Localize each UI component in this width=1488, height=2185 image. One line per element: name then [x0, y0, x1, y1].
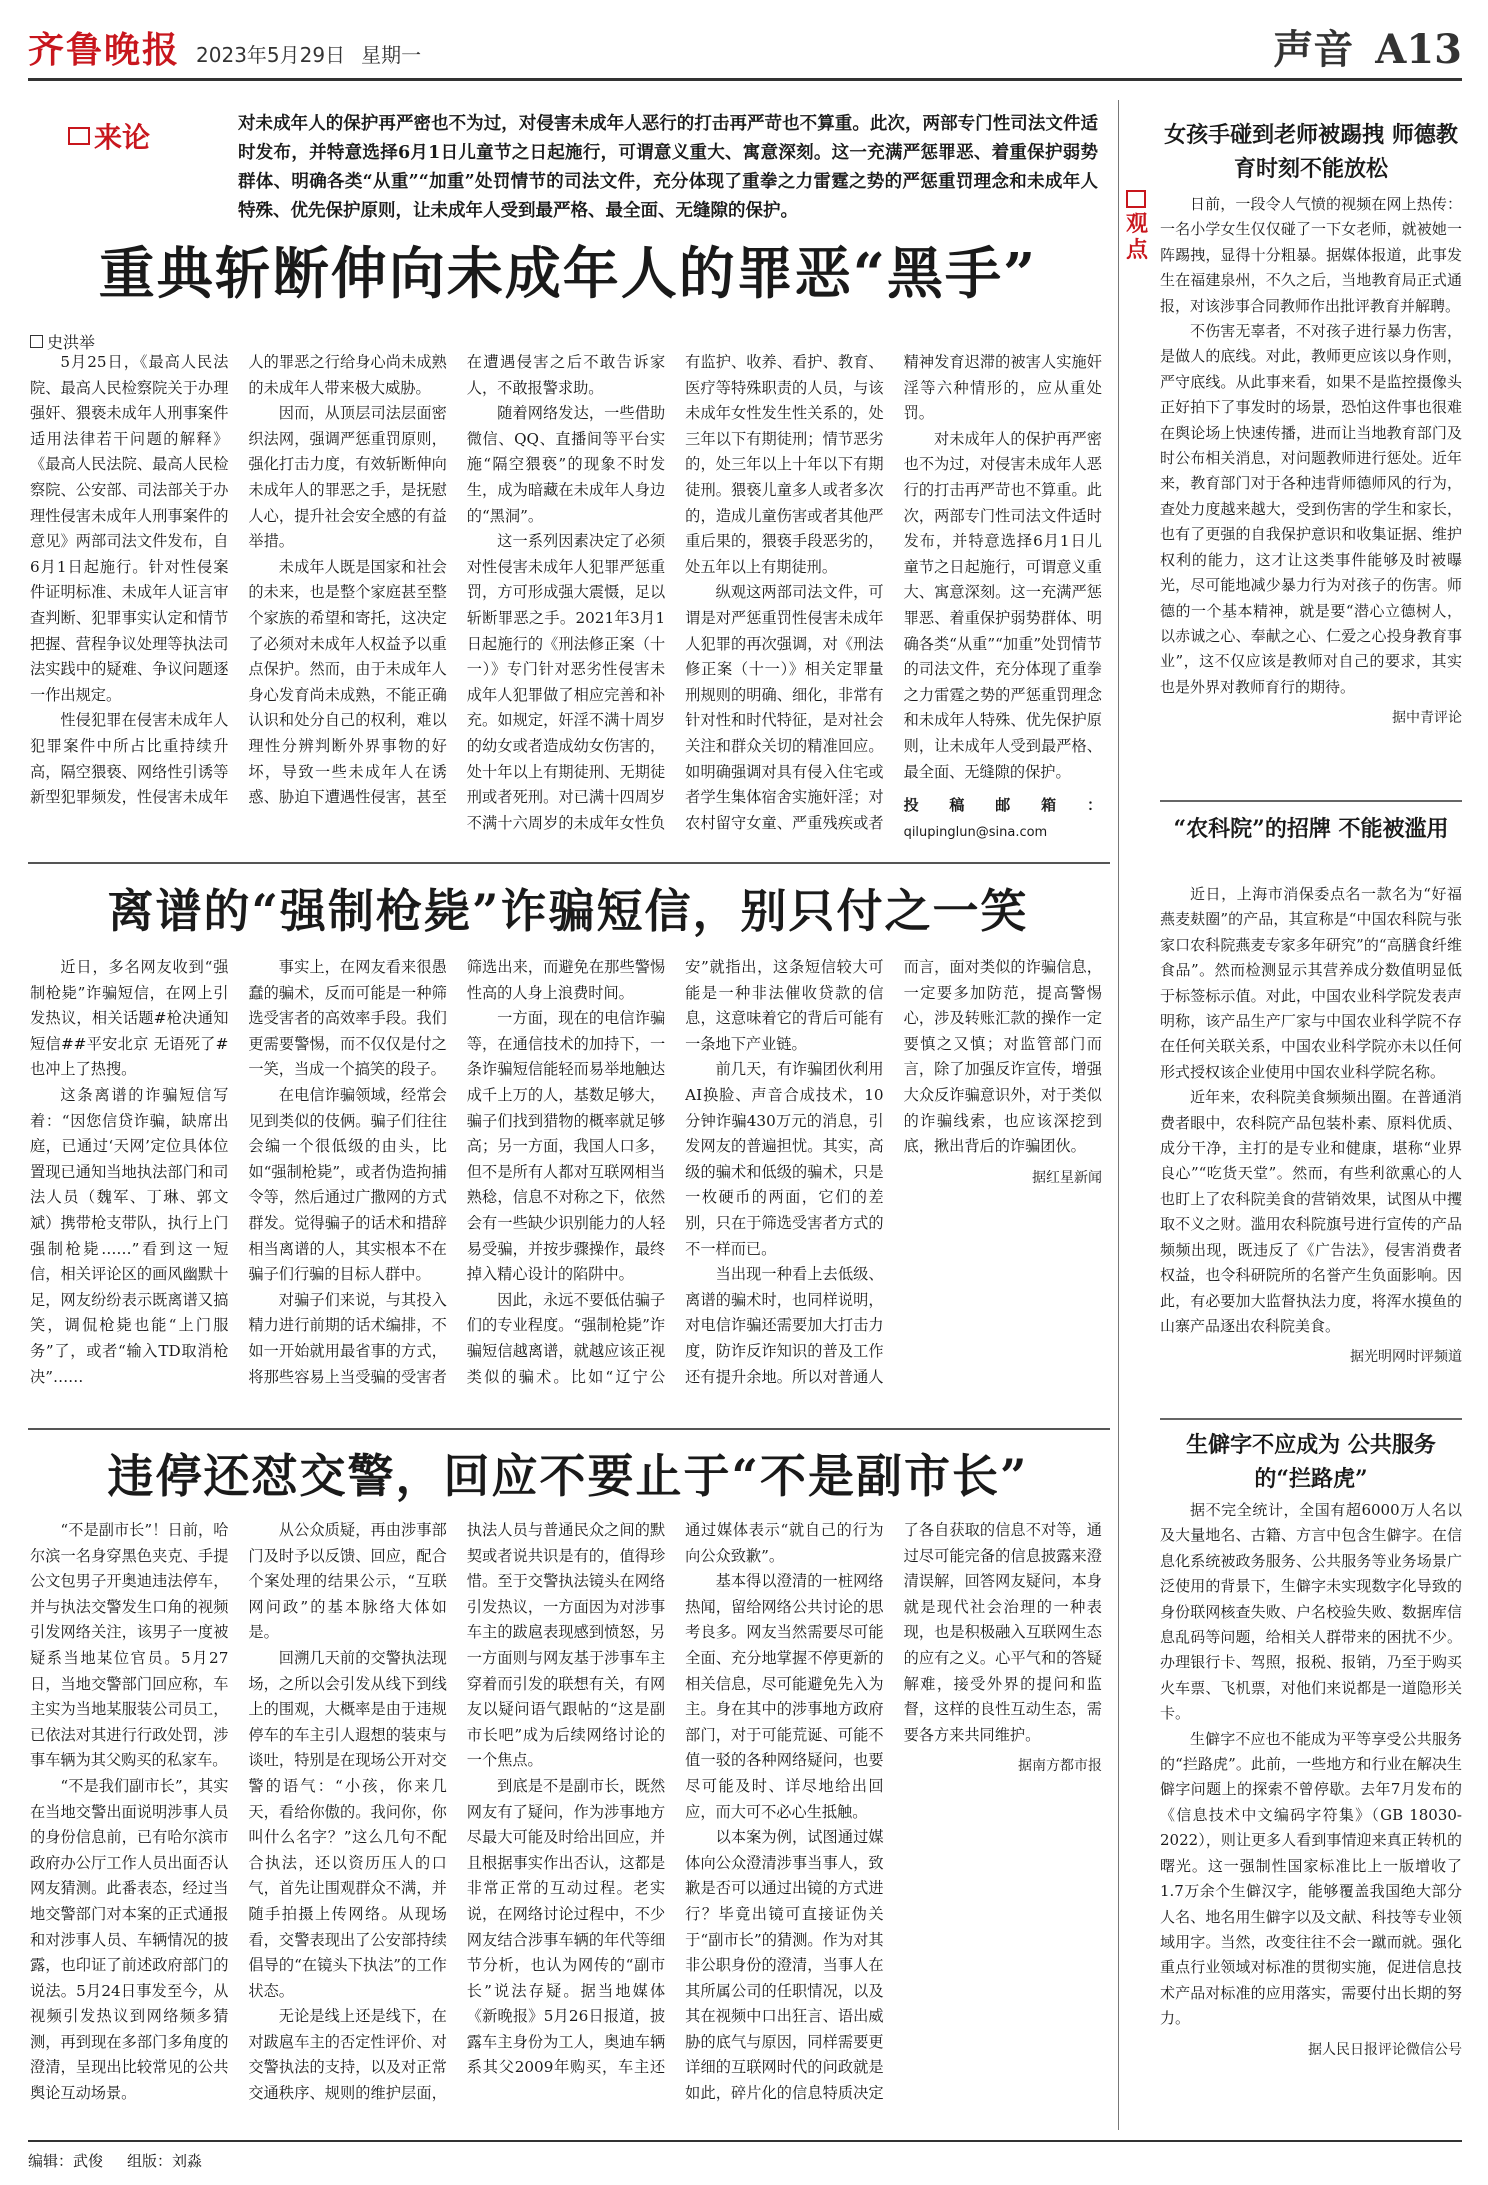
- sidebar-item-title: 女孩手碰到老师被踢拽 师德教育时刻不能放松: [1164, 122, 1458, 182]
- sidebar-source: 据人民日报评论微信公号: [1308, 2041, 1462, 2058]
- sidebar-source: 据光明网时评频道: [1350, 1349, 1462, 1366]
- page-number: A13: [1375, 26, 1462, 73]
- article3-source: 据南方都市报: [1017, 1758, 1102, 1775]
- sidebar-item-title: “农科院”的招牌 不能被滥用: [1173, 816, 1449, 842]
- sidebar-paragraph: 近年来，农科院美食频频出圈。在普通消费者眼中，农科院产品包装朴素、原料优质、成分干净，主打的是专业和健康，堪称“业界良心”“吃货天堂”。然而，有些利欲熏心的人也盯上了农科院美食的营销效果，试图从中攫取不义之财。滥用农科院旗号进行宣传的产品频频出现，既违反了《广告法》，侵害消费者权益，也令科研院所的名誉产生负面影响。因此，有必要加大监督执法力度，将浑水摸鱼的山寨产品逐出农科院美食。: [1160, 1088, 1462, 1335]
- article2-paragraph: 事实上，在网友看来很愚蠢的骗术，反而可能是一种筛选受害者的高效率手段。我们更需要警惕，而不仅仅是付之一笑，当成一个搞笑的段子。: [248, 958, 447, 1079]
- email-address[interactable]: qilupinglun@sina.com: [903, 824, 1048, 840]
- column-divider: [1118, 100, 1119, 2130]
- article3-paragraph: 到底是不是副市长，既然网友有了疑问，作为涉事地方尽最大可能及时给出回应，并且根据事实作出否认，这都是非常正常的互动过程。老实说，在网络讨论过程中，不少网友结合涉事车辆的年代等细节分析，也认为网传的“副市长”说法存疑。据当地媒体《新晚报》5月26日报道，披露车主身份为工人，奥迪车辆系其父2009年购买，车主还通过媒体表示“就自己的行为向公众致歉”。: [466, 1521, 884, 2077]
- article1-paragraph: 对未成年人的保护再严密也不为过，对侵害未成年人恶行的打击再严苛也不算重。此次，两部专门性司法文件适时发布，并特意选择6月1日儿童节之日起施行，可谓意义重大、寓意深刻。这一充满严惩罪恶、着重保护弱势群体、明确各类“从重”“加重”处罚情节的司法文件，充分体现了重拳之力雷霆之势的严惩重罚理念和未成年人特殊、优先保护原则，让未成年人受到最严格、最全面、无缝隙的保护。: [903, 429, 1102, 781]
- sidebar-tag-label: 观点: [1126, 212, 1149, 263]
- sidebar-paragraph: 不伤害无辜者，不对孩子进行暴力伤害，是做人的底线。对此，教师更应该以身作则，严守底线。从此事来看，如果不是监控摄像头正好拍下了事发时的场景，恐怕这件事也很难在舆论场上快速传播，进而让当地教育部门及时公布相关消息，对问题教师进行惩处。近年来，教育部门对于各种违背师德师风的行为，查处力度越来越大，受到伤害的学生和家长，也有了更强的自我保护意识和收集证据、维护权利的能力，这才让这类事件能够及时被曝光，尽可能地减少暴力行为对孩子的伤害。师德的一个基本精神，就是要“潜心立德树人，以赤诚之心、奉献之心、仁爱之心投身教育事业”，这不仅应该是教师对自己的要求，其实也是外界对教师育行的期待。: [1160, 322, 1462, 696]
- article3-title: 违停还怼交警，回应不要止于“不是副市长”: [107, 1449, 1029, 1503]
- article1-paragraph: 未成年人既是国家和社会的未来，也是整个家庭甚至整个家族的希望和寄托，这决定了必须对未成年人权益予以重点保护。然而，由于未成年人身心发育尚未成熟，不能正确认识和处分自己的权利，难以理性分辨判断外界事物的好坏，导致一些未成年人在诱惑、胁迫下遭遇性侵害，甚至在遭遇侵害之后不敢告诉家人，不敢报警求助。: [248, 353, 666, 807]
- article2-paragraph: 一方面，现在的电信诈骗等，在通信技术的加持下，一条诈骗短信能轻而易举地触达成千上万的人，基数足够大，骗子们找到猎物的概率就足够高；另一方面，我国人口多，但不是所有人都对互联网相当熟稔，信息不对称之下，依然会有一些缺少识别能力的人轻易受骗，并按步骤操作，最终掉入精心设计的陷阱中。: [466, 1009, 666, 1284]
- article3-paragraph: 回溯几天前的交警执法现场，之所以会引发从线下到线上的围观，大概率是由于违规停车的车主引人遐想的装束与谈吐，特别是在现场公开对交警的语气：“小孩，你来几天，看给你傲的。我问你，你叫什么名字？”这么几句不配合执法，还以资历压人的口气，首先让围观群众不满，并随手拍摄上传网络。从现场看，交警表现出了公安部持续倡导的“在镜头下执法”的工作状态。: [248, 1648, 447, 2000]
- sidebar-item-body: [1160, 192, 1462, 792]
- article-divider: [28, 1428, 1110, 1430]
- issue-date: 2023年5月29日: [196, 43, 346, 67]
- footer-designer: 组版：刘淼: [127, 2152, 203, 2170]
- lead-tag-label: 来论: [94, 121, 151, 154]
- article1-author: 史洪举: [47, 333, 96, 352]
- sidebar-item-title: 生僻字不应成为 公共服务的“拦路虎”: [1186, 1432, 1436, 1492]
- tag-box-icon: [1126, 190, 1146, 208]
- article3-paragraph: 无论是线上还是线下，在对跋扈车主的否定性评价、对交警执法的支持，以及对正常交通秩序、规则的维护层面，执法人员与普通民众之间的默契或者说共识是有的，值得珍惜。至于交警执法镜头在网络引发热议，一方面因为对涉事车主的跋扈表现感到愤怒，另一方面则与网友基于涉事车主穿着而引发的联想有关，有网友以疑问语气跟帖的“这是副市长吧”成为后续网络讨论的一个焦点。: [248, 1521, 666, 2103]
- sidebar-paragraph: 日前，一段令人气愤的视频在网上热传：一名小学女生仅仅碰了一下女老师，就被她一阵踢拽，显得十分粗暴。据媒体报道，此事发生在福建泉州，不久之后，当地教育局正式通报，对该涉事合同教师作出批评教育并解聘。: [1160, 195, 1462, 315]
- byline-box-icon: [30, 335, 43, 348]
- article1-paragraph: 5月25日，《最高人民法院、最高人民检察院关于办理强奸、猥亵未成年人刑事案件适用法律若干问题的解释》《最高人民法院、最高人民检察院、公安部、司法部关于办理性侵害未成年人刑事案件的意见》两部司法文件发布，自6月1日起施行。针对性侵案件证明标准、未成年人证言审查判断、犯罪事实认定和情节把握、营程争议处理等执法司法实践中的疑难、争议问题逐一作出规定。: [30, 353, 229, 704]
- article1-paragraph: 纵观这两部司法文件，可谓是对严惩重罚性侵害未成年人犯罪的再次强调，对《刑法修正案（十一）》相关定罪量刑规则的明确、细化，非常有针对性和时代特征，是对社会关注和群众关切的精准回应。如明确强调对具有侵入住宅或者学生集体宿舍实施奸淫；对农村留守女童、严重残疾或者精神发育迟滞的被害人实施奸淫等六种情形的，应从重处罚。: [685, 353, 1102, 832]
- article3-paragraph: 从公众质疑，再由涉事部门及时予以反馈、回应，配合个案处理的结果公示，“互联网问政”的基本脉络大体如是。: [248, 1521, 447, 1642]
- article2-paragraph: 前几天，有诈骗团伙利用AI换脸、声音合成技术，10分钟诈骗430万元的消息，引发网友的普遍担忧。其实，高级的骗术和低级的骗术，只是一枚硬币的两面，它们的差别，只在于筛选受害者方式的不一样而已。: [685, 1060, 884, 1258]
- sidebar-divider: [1160, 800, 1462, 802]
- submission-email: [904, 793, 1102, 845]
- article1-paragraph: 随着网络发达，一些借助微信、QQ、直播间等平台实施“隔空猥亵”的现象不时发生，成为暗藏在未成年人身边的“黑洞”。: [466, 404, 666, 525]
- article2-paragraph: 因此，永远不要低估骗子们的专业程度。“强制枪毙”诈骗短信越离谱，就越应该正视类似的骗术。比如“辽宁公安”就指出，这条短信较大可能是一种非法催收贷款的信息，这意味着它的背后可能有一条地下产业链。: [466, 958, 884, 1386]
- article2-paragraph: 这条离谱的诈骗短信写着：“因您信贷诈骗，缺席出庭，已通过‘天网’定位具体位置现已通知当地执法部门和司法人员（魏军、丁琳、郭文斌）携带枪支带队，执行上门强制枪毙……”看到这一短信，相关评论区的画风幽默十足，网友纷纷表示既离谱又搞笑，调侃枪毙也能“上门服务”了，或者“输入TD取消枪决”……: [30, 1085, 229, 1386]
- article2-paragraph: 近日，多名网友收到“强制枪毙”诈骗短信，在网上引发热议，相关话题#枪决通知短信##平安北京 无语死了#也冲上了热搜。: [30, 958, 229, 1079]
- section-name: 声音: [1273, 26, 1354, 73]
- article2-title: 离谱的“强制枪毙”诈骗短信，别只付之一笑: [107, 884, 1029, 938]
- footer-rule: [28, 2140, 1462, 2142]
- article1-title: 重典斩断伸向未成年人的罪恶“黑手”: [98, 241, 1038, 307]
- article1-paragraph: 性侵犯罪在侵害未成年人犯罪案件中所占比重持续升高，隔空猥亵、网络性引诱等新型犯罪频发，性侵害未成年人的罪恶之行给身心尚未成熟的未成年人带来极大威胁。: [30, 353, 447, 807]
- article3-paragraph: 基本得以澄清的一桩网络热闻，留给网络公共讨论的思考良多。网友当然需要尽可能全面、充分地掌握不停更新的相关信息，尽可能避免先入为主。身在其中的涉事地方政府部门，对于可能荒诞、可能不值一驳的各种网络疑问，也要尽可能及时、详尽地给出回应，而大可不必心生抵触。: [685, 1572, 884, 1821]
- issue-weekday: 星期一: [361, 43, 422, 67]
- sidebar-item-body: [1160, 882, 1462, 1412]
- sidebar-divider: [1160, 1418, 1462, 1420]
- sidebar-paragraph: 据不完全统计，全国有超6000万人名以及大量地名、古籍、方言中包含生僻字。在信息化系统被政务服务、公共服务等业务场景广泛使用的背景下，生僻字未实现数字化导致的身份联网核查失败、户名校验失败、数据库信息乱码等问题，给相关人群带来的困扰不少。办理银行卡、驾照，报税、报销，乃至于购买火车票、飞机票，对他们来说都是一道隐形关卡。: [1160, 1501, 1462, 1723]
- article2-paragraph: 在电信诈骗领域，经常会见到类似的伎俩。骗子们往往会编一个很低级的由头，比如“强制枪毙”，或者伪造拘捕令等，然后通过广撒网的方式群发。觉得骗子的话术和措辞相当离谱的人，其实根本不在骗子们行骗的目标人群中。: [248, 1085, 447, 1284]
- sidebar-source: 据中青评论: [1392, 710, 1462, 727]
- section-header: [1273, 18, 1462, 75]
- footer-editor: 编辑：武俊: [28, 2152, 104, 2170]
- article2-body: [30, 955, 1102, 1415]
- article1-body: [30, 350, 1102, 850]
- sidebar-paragraph: 近日，上海市消保委点名一款名为“好福燕麦麸圈”的产品，其宣称是“中国农科院与张家口农科院燕麦专家多年研究”的“高膳食纤维食品”。然而检测显示其营养成分数值明显低于标签标示值。对此，中国农业科学院发表声明称，该产品生产厂家与中国农业科学院不存在任何关联关系，中国农业科学院亦未以任何形式授权该企业使用中国农业科学院名称。: [1160, 885, 1462, 1081]
- masthead: [28, 22, 421, 73]
- article2-source: 据红星新闻: [1031, 1169, 1102, 1186]
- article1-paragraph: 这一系列因素决定了必须对性侵害未成年人犯罪严惩重罚，方可形成强大震慑，足以斩断罪恶之手。2021年3月1日起施行的《刑法修正案（十一）》专门针对恶劣性侵害未成年人犯罪做了相应完善和补充。如规定，奸淫不满十周岁的幼女或者造成幼女伤害的，处十年以上有期徒刑、无期徒刑或者死刑。对已满十四周岁不满十六周岁的未成年女性负有监护、收养、看护、教育、医疗等特殊职责的人员，与该未成年女性发生性关系的，处三年以下有期徒刑；情节恶劣的，处三年以上十年以下有期徒刑。猥亵儿童多人或者多次的，造成儿童伤害或者其他严重后果的，猥亵手段恶劣的，处五年以上有期徒刑。: [466, 353, 884, 832]
- article2-paragraph: 当出现一种看上去低级、离谱的骗术时，也同样说明，对电信诈骗还需要加大打击力度，防诈反诈知识的普及工作还有提升余地。所以对普通人而言，面对类似的诈骗信息，一定要多加防范，提高警惕心，涉及转账汇款的操作一定要慎之又慎；对监管部门而言，除了加强反诈宣传，增强大众反诈骗意识外，对于类似的诈骗线索，也应该深挖到底，揪出背后的诈骗团伙。: [685, 958, 1102, 1386]
- article1-paragraph: 因而，从顶层司法层面密织法网，强调严惩重罚原则，强化打击力度，有效斩断伸向未成年人的罪恶之手，是抚慰人心，提升社会安全感的有益举措。: [248, 404, 447, 551]
- sidebar-paragraph: 生僻字不应也不能成为平等享受公共服务的“拦路虎”。此前，一些地方和行业在解决生僻字问题上的探索不曾停歇。去年7月发布的《信息技术中文编码字符集》（GB 18030-2022），则让更多人看到事情迎来真正转机的曙光。这一强制性国家标准比上一版增收了1.7万余个生僻汉字，能够覆盖我国绝大部分人名、地名用生僻字以及文献、科技等专业领域用字。当然，改变往往不会一蹴而就。强化重点行业领域对标准的贯彻实施，促进信息技术产品对标准的应用落实，需要付出长期的努力。: [1160, 1729, 1462, 2028]
- article3-paragraph: 以本案为例，试图通过媒体向公众澄清涉事当事人，致歉是否可以通过出镜的方式进行？毕竟出镜可直接证伪关于“副市长”的猜测。作为对其非公职身份的澄清，当事人在其所属公司的任职情况，以及其在视频中口出狂言、语出威胁的底气与原因，同样需要更详细的互联网时代的问政就是如此，碎片化的信息特质决定了各自获取的信息不对等，通过尽可能完备的信息披露来澄清误解，回答网友疑问，本身就是现代社会治理的一种表现，也是积极融入互联网生态的应有之义。心平气和的答疑解难，接受外界的提问和监督，这样的良性互动生态，需要各方来共同维护。: [685, 1521, 1102, 2103]
- opinion-sidebar: [1126, 100, 1462, 2135]
- article3-paragraph: “不是副市长”！日前，哈尔滨一名身穿黑色夹克、手提公文包男子开奥迪违法停车，并与执法交警发生口角的视频引发网络关注，该男子一度被疑系当地某位官员。5月27日，当地交警部门回应称，车主实为当地某服装公司员工，已依法对其进行行政处罚，涉事车辆为其父购买的私家车。: [30, 1521, 229, 1770]
- article-divider: [28, 862, 1110, 864]
- sidebar-item-body: [1160, 1498, 1462, 2123]
- header-rule: [28, 78, 1462, 81]
- article3-body: [30, 1518, 1102, 2123]
- lead-summary: 对未成年人的保护再严密也不为过，对侵害未成年人恶行的打击再严苛也不算重。此次，两部专门性司法文件适时发布，并特意选择6月1日儿童节之日起施行，可谓意义重大、寓意深刻。这一充满严惩罪恶、着重保护弱势群体、明确各类“从重”“加重”处罚情节的司法文件，充分体现了重拳之力雷霆之势的严惩重罚理念和未成年人特殊、优先保护原则，让未成年人受到最严格、最全面、无缝隙的保护。: [238, 114, 1098, 221]
- tag-box-icon: [68, 127, 90, 145]
- lead-tag: [68, 116, 150, 156]
- main-content: [28, 100, 1110, 2135]
- article2-paragraph: 对骗子们来说，与其投入精力进行前期的话术编排，不如一开始就用最省事的方式，将那些容易上当受骗的受害者筛选出来，而避免在那些警惕性高的人身上浪费时间。: [248, 958, 666, 1386]
- article3-paragraph: “不是我们副市长”，其实在当地交警出面说明涉事人员的身份信息前，已有哈尔滨市政府办公厅工作人员出面否认网友猜测。此番表态，经过当地交警部门对本案的正式通报和对涉事人员、车辆情况的披露，也印证了前述政府部门的说法。5月24日事发至今，从视频引发热议到网络频多猜测，再到现在多部门多角度的澄清，呈现出比较常见的公共舆论互动场景。: [30, 1776, 229, 2103]
- footer: [28, 2150, 202, 2171]
- email-label: 投稿邮箱：: [903, 796, 1102, 815]
- newspaper-logo: 齐鲁晚报: [28, 29, 181, 71]
- sidebar-tag: [1126, 190, 1150, 264]
